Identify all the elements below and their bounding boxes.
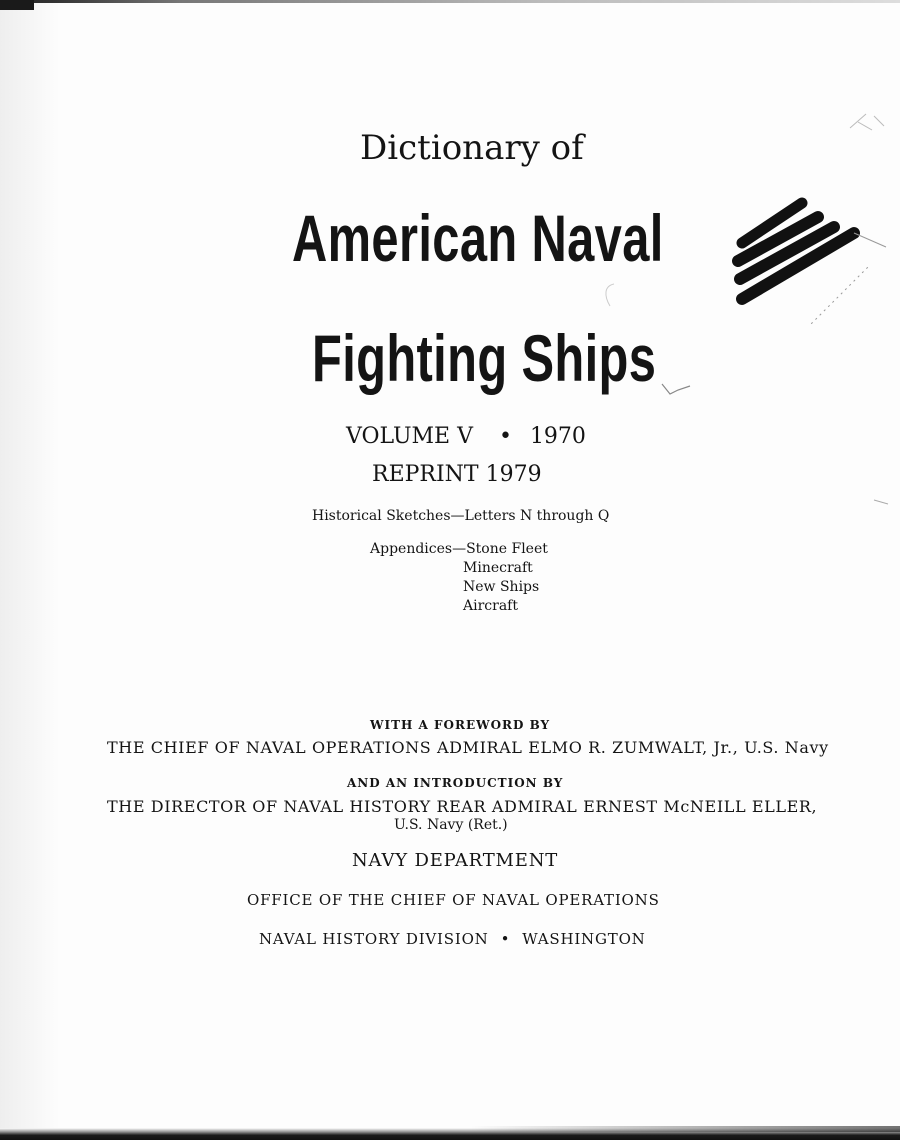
reprint-line: REPRINT 1979 [372, 462, 542, 487]
contents-sketches: Historical Sketches—Letters N through Q [312, 508, 610, 524]
introduction-name-continued: U.S. Navy (Ret.) [394, 817, 508, 833]
introduction-name: THE DIRECTOR OF NAVAL HISTORY REAR ADMIRAL ERNEST McNEILL ELLER, [107, 797, 818, 816]
publisher-city: WASHINGTON [522, 930, 646, 948]
publisher-department: NAVY DEPARTMENT [352, 850, 559, 871]
appendix-item: New Ships [463, 579, 540, 595]
contents-appendices-label: Appendices—Stone Fleet [370, 541, 548, 557]
volume-label: VOLUME V [346, 424, 473, 449]
publisher-division-line [259, 930, 646, 948]
bullet-separator: • [500, 930, 511, 948]
pencil-mark [872, 496, 892, 508]
appendices-list [463, 559, 539, 616]
title-line-1: American Naval [292, 201, 664, 275]
appendix-item: Aircraft [463, 598, 518, 614]
title-prefix: Dictionary of [360, 128, 584, 168]
appendix-item: Minecraft [463, 560, 533, 576]
scan-shadow-left [0, 0, 60, 1140]
introduction-label: AND AN INTRODUCTION BY [347, 776, 564, 790]
volume-line [346, 424, 586, 449]
bullet-separator: • [498, 424, 512, 449]
scan-edge-top [0, 0, 900, 3]
pencil-mark [598, 280, 622, 310]
pencil-mark [848, 108, 888, 138]
volume-year: 1970 [529, 424, 586, 449]
publisher-division: NAVAL HISTORY DIVISION [259, 930, 489, 948]
foreword-label: WITH A FOREWORD BY [370, 718, 551, 732]
marker-scribble-mark [730, 195, 890, 325]
title-line-2: Fighting Ships [312, 321, 657, 395]
foreword-name: THE CHIEF OF NAVAL OPERATIONS ADMIRAL ELMO R. ZUMWALT, Jr., U.S. Navy [107, 738, 829, 757]
publisher-office: OFFICE OF THE CHIEF OF NAVAL OPERATIONS [247, 891, 660, 909]
scan-shadow-bottom [470, 1126, 900, 1132]
pencil-mark [660, 380, 700, 404]
scribble-trail [790, 265, 870, 325]
scan-corner-top-left [0, 0, 34, 10]
scribble-trail [854, 233, 886, 247]
